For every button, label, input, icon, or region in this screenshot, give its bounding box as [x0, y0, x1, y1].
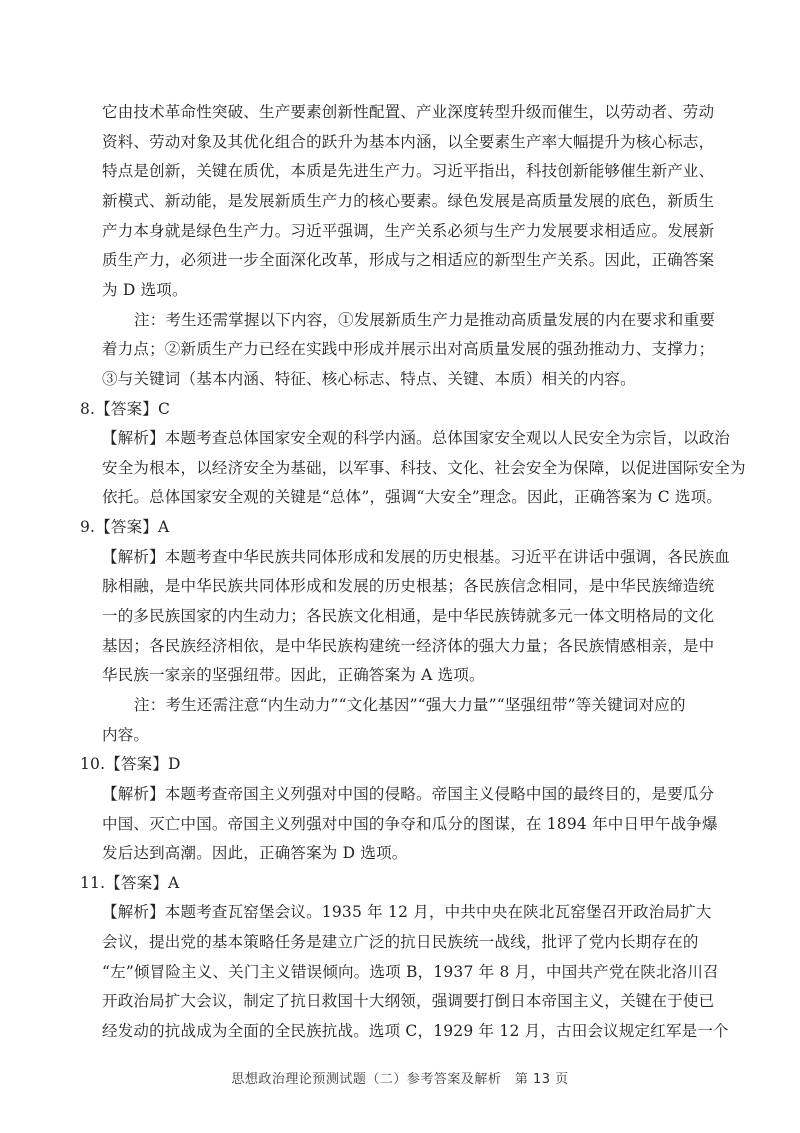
note-line: 注：考生还需注意“内生动力”“文化基因”“强大力量”“坚强纽带”等关键词对应的	[134, 695, 686, 714]
analysis-line: 【解析】本题考查总体国家安全观的科学内涵。总体国家安全观以人民安全为宗旨，以政治	[102, 429, 731, 448]
answer-heading-10: 10.【答案】D	[80, 755, 181, 774]
text-line: 为 D 选项。	[102, 280, 188, 299]
text-line: 产力本身就是绿色生产力。习近平强调，生产关系必须与生产力发展要求相适应。发展新	[102, 221, 715, 240]
note-line: ③与关键词（基本内涵、特征、核心标志、特点、关键、本质）相关的内容。	[102, 369, 636, 388]
analysis-line: 会议，提出党的基本策略任务是建立广泛的抗日民族统一战线，批评了党内长期存在的	[102, 933, 699, 952]
analysis-line: 经发动的抗战成为全面的全民族抗战。选项 C，1929 年 12 月，古田会议规定红军是一个	[102, 1022, 729, 1040]
analysis-line: 【解析】本题考查瓦窑堡会议。1935 年 12 月，中共中央在陕北瓦窑堡召开政治局扩大	[102, 903, 712, 922]
analysis-line: 开政治局扩大会议，制定了抗日救国十大纲领，强调要打倒日本帝国主义，关键在于使已	[102, 992, 715, 1011]
page-footer: 思想政治理论预测试题（二）参考答案及解析 第 13 页	[231, 1072, 569, 1087]
note-line: 内容。	[102, 725, 150, 744]
analysis-line: 【解析】本题考查帝国主义列强对中国的侵略。帝国主义侵略中国的最终目的，是要瓜分	[102, 784, 715, 803]
analysis-line: 发后达到高潮。因此，正确答案为 D 选项。	[102, 844, 408, 863]
analysis-line: 一的多民族国家的内生动力；各民族文化相通，是中华民族铸就多元一体文明格局的文化	[102, 607, 715, 625]
analysis-line: 中国、灭亡中国。帝国主义列强对中国的争夺和瓜分的图谋，在 1894 年中日甲午战争爆	[102, 814, 718, 833]
text-line: 特点是创新，关键在质优，本质是先进生产力。习近平指出，科技创新能够催生新产业、	[102, 162, 715, 181]
analysis-line: “左”倾冒险主义、关门主义错误倾向。选项 B，1937 年 8 月，中国共产党在陕北洛川召	[102, 962, 719, 981]
text-line: 资料、劳动对象及其优化组合的跃升为基本内涵，以全要素生产率大幅提升为核心标志，	[102, 132, 715, 151]
answer-heading-9: 9.【答案】A	[80, 518, 170, 536]
text-line: 新模式、新动能，是发展新质生产力的核心要素。绿色发展是高质量发展的底色，新质生	[102, 191, 715, 210]
note-line: 着力点；②新质生产力已经在实践中形成并展示出对高质量发展的强劲推动力、支撑力；	[102, 340, 715, 359]
analysis-line: 依托。总体国家安全观的关键是“总体”，强调“大安全”理念。因此，正确答案为 C 选项。	[102, 488, 723, 507]
analysis-line: 【解析】本题考查中华民族共同体形成和发展的历史根基。习近平在讲话中强调，各民族血	[102, 547, 731, 566]
text-line: 它由技术革命性突破、生产要素创新性配置、产业深度转型升级而催生，以劳动者、劳动	[102, 103, 715, 121]
answer-heading-11: 11.【答案】A	[80, 873, 180, 892]
analysis-line: 安全为根本，以经济安全为基础，以军事、科技、文化、社会安全为保障，以促进国际安全为	[102, 458, 746, 477]
note-line: 注：考生还需掌握以下内容，①发展新质生产力是推动高质量发展的内在要求和重要	[134, 310, 715, 329]
answer-heading-8: 8.【答案】C	[80, 399, 171, 418]
analysis-line: 华民族一家亲的坚强纽带。因此，正确答案为 A 选项。	[102, 666, 485, 685]
text-line: 质生产力，必须进一步全面深化改革，形成与之相适应的新型生产关系。因此，正确答案	[102, 251, 715, 270]
analysis-line: 脉相融，是中华民族共同体形成和发展的历史根基；各民族信念相同，是中华民族缔造统	[102, 577, 715, 596]
analysis-line: 基因；各民族经济相依，是中华民族构建统一经济体的强大力量；各民族情感相亲，是中	[102, 636, 715, 655]
